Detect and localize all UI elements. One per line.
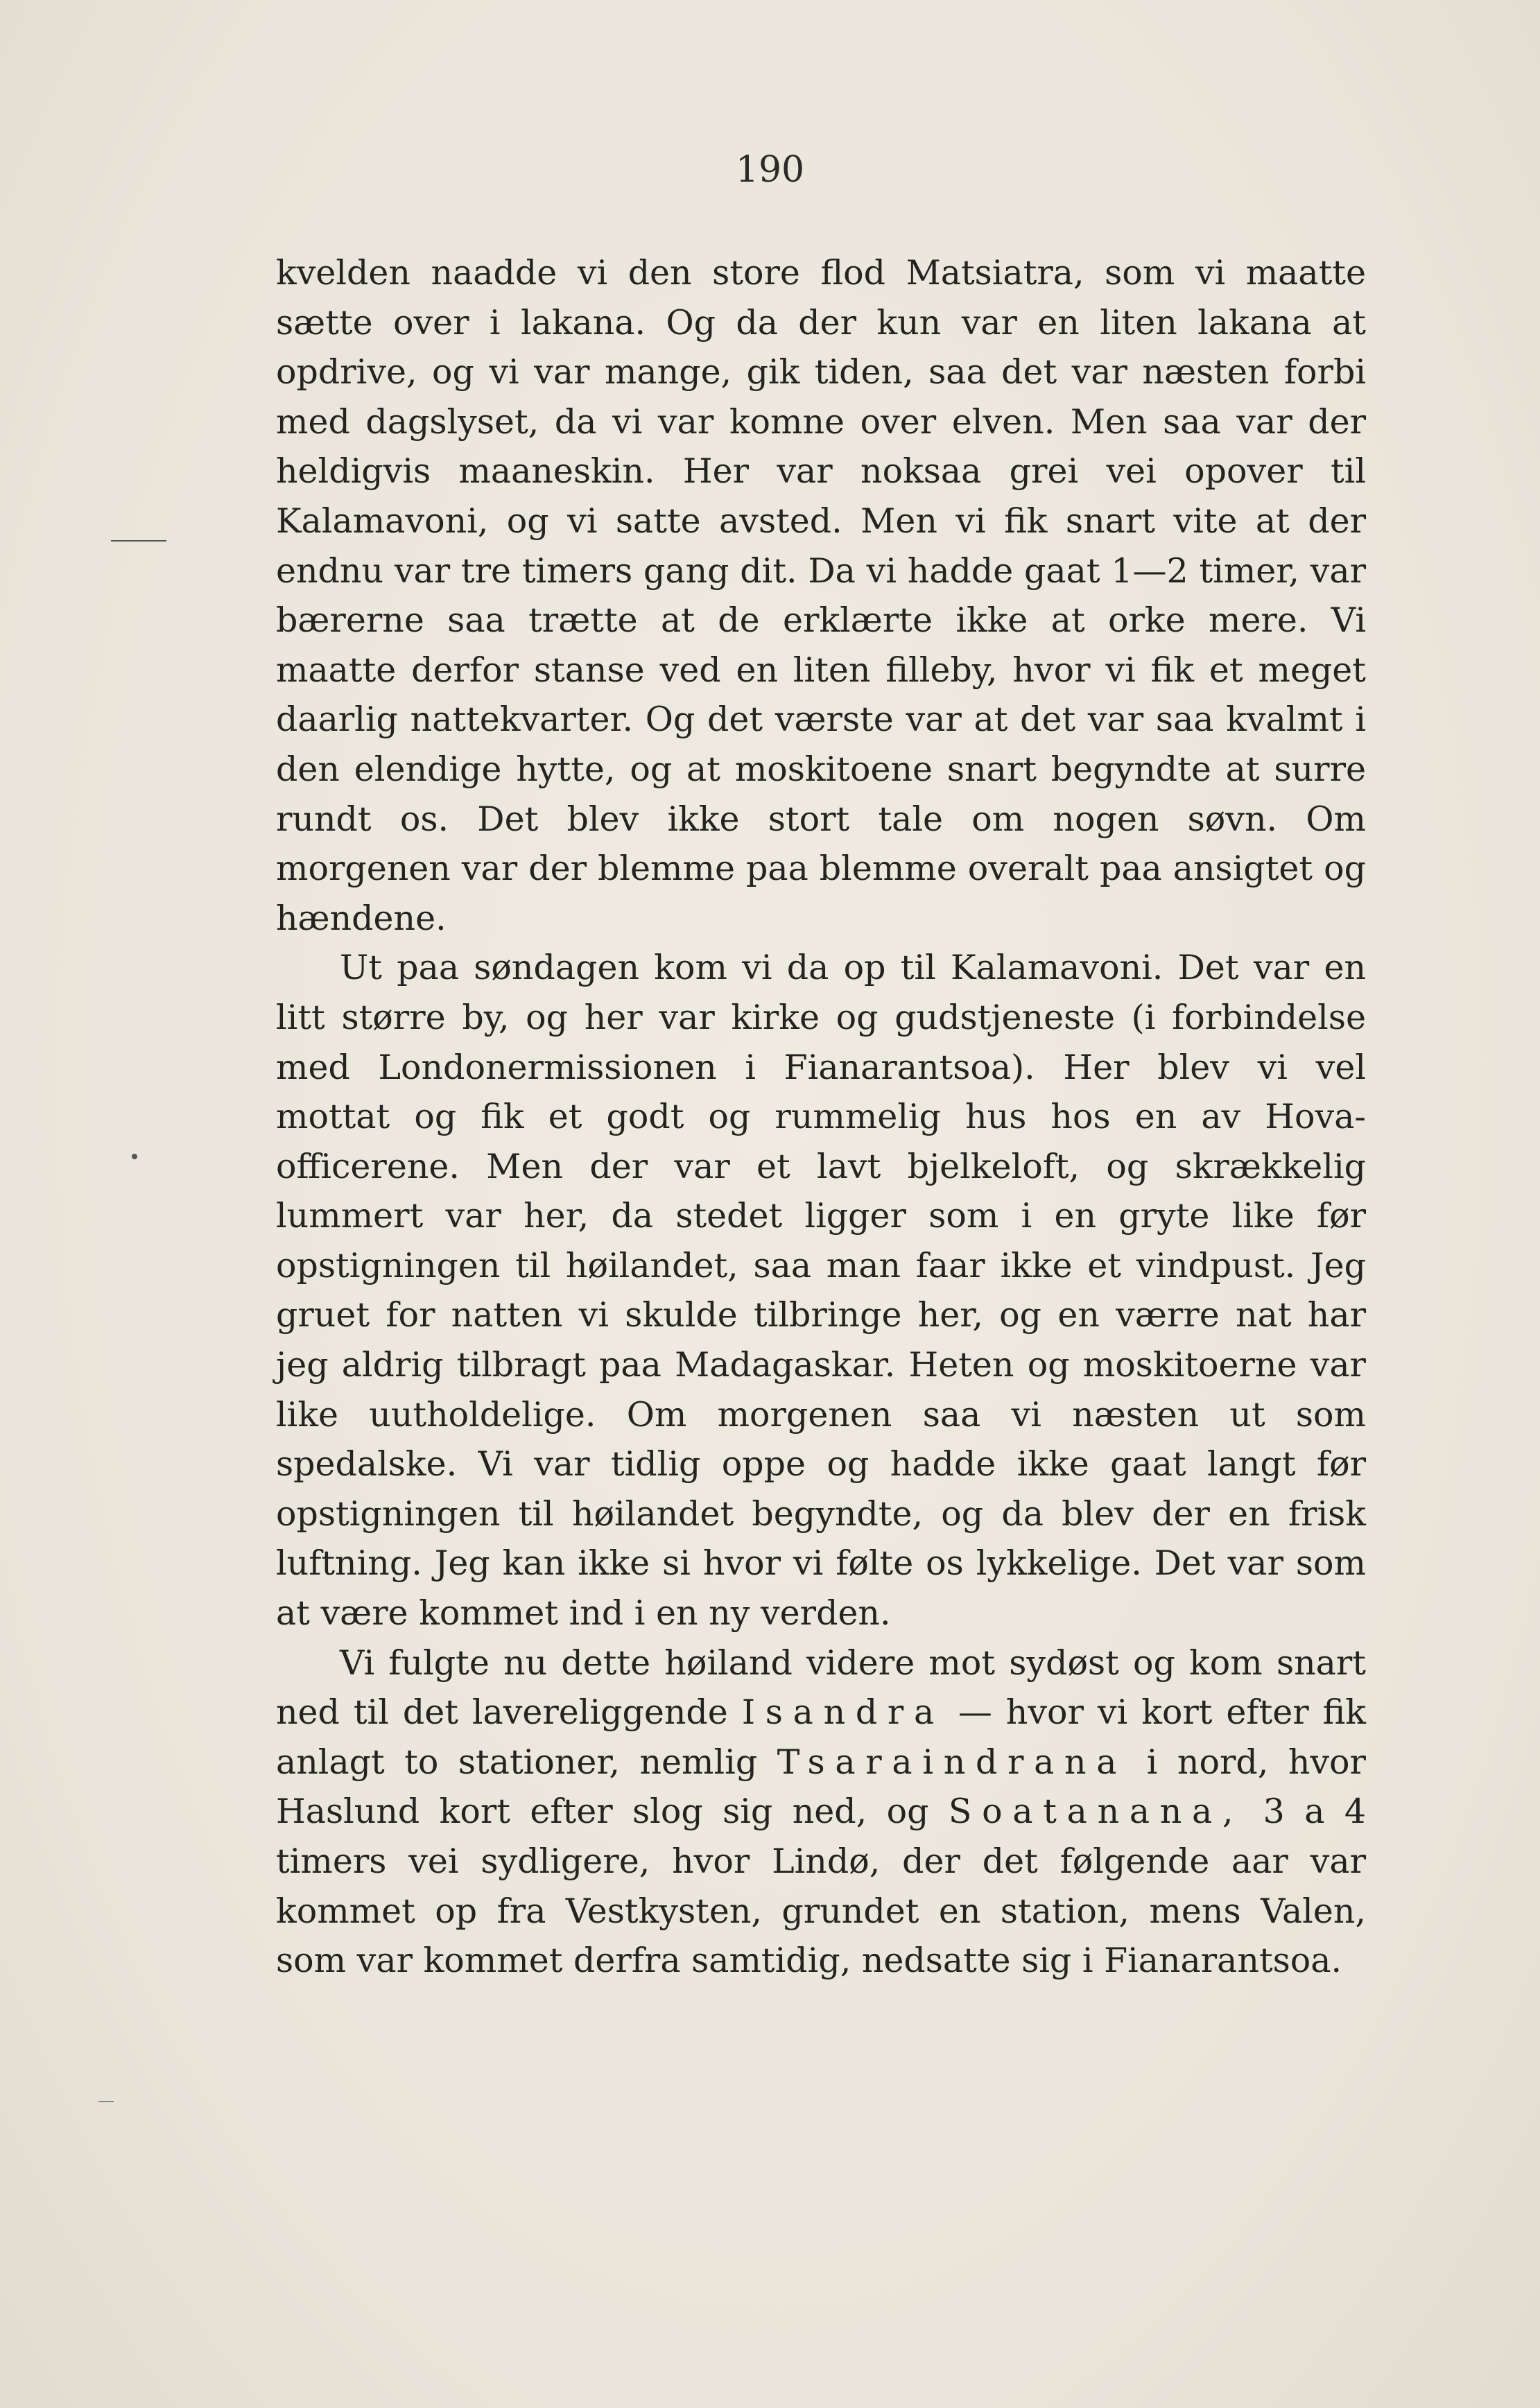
paragraph-3-part-1: Vi fulgte nu dette høiland videre mot sydøst og kom snart ned til det lavereliggende bbox=[276, 1643, 1366, 1733]
paragraph-3-part-4: 3 a 4 timers vei sydligere, hvor Lindø, der det følgende aar var kommet op fra Vestkysten, grundet en station, mens Valen, som var kommet derfra samtidig, nedsatte sig i Fianarantsoa. bbox=[276, 1792, 1367, 1981]
body-text bbox=[276, 248, 1366, 1986]
paragraph-3-part-2: — hvor vi kort efter fik anlagt to stationer, nemlig bbox=[276, 1692, 1366, 1782]
paragraph-2: Ut paa søndagen kom vi da op til Kalamavoni. Det var en litt større by, og her var kirke og gudstjeneste (i forbindelse med Londonermissionen i Fianarantsoa). Her blev vi vel mottat og fik et godt og rummelig hus hos en av Hova-officerene. Men der var et lavt bjelkeloft, og skrækkelig lummert var her, da stedet ligger som i en gryte like før opstigningen til høilandet, saa man faar ikke et vindpust. Jeg gruet for natten vi skulde tilbringe her, og en værre nat har jeg aldrig tilbragt paa Madagaskar. Heten og moskitoerne var like uutholdelige. Om morgenen saa vi næsten ut som spedalske. Vi var tidlig oppe og hadde ikke gaat langt før opstigningen til høilandet begyndte, og da blev der en frisk luftning. Jeg kan ikke si hvor vi følte os lykkelige. Det var som at være kommet ind i en ny verden. bbox=[276, 948, 1366, 1634]
paragraph-1: kvelden naadde vi den store flod Matsiatra, som vi maatte sætte over i lakana. Og da der kun var en liten lakana at opdrive, og vi var mange, gik tiden, saa det var næsten forbi med dagslyset, da vi var komne over elven. Men saa var der heldigvis maaneskin. Her var noksaa grei vei opover til Kalamavoni, og vi satte avsted. Men vi fik snart vite at der endnu var tre timers gang dit. Da vi hadde gaat 1—2 timer, var bærerne saa trætte at de erklærte ikke at orke mere. Vi maatte derfor stanse ved en liten filleby, hvor vi fik et meget daarlig nattekvarter. Og det værste var at det var saa kvalmt i den elendige hytte, og at moskitoene snart begyndte at surre rundt os. Det blev ikke stort tale om nogen søvn. Om morgenen var der blemme paa blemme overalt paa ansigtet og hændene. bbox=[276, 253, 1366, 938]
place-name-soatanana: Soatanana, bbox=[948, 1792, 1244, 1832]
page-number: 190 bbox=[735, 149, 805, 191]
margin-mark bbox=[111, 540, 166, 542]
paragraph-3 bbox=[276, 1638, 1366, 1986]
margin-mark-bottom bbox=[98, 2101, 114, 2102]
place-name-tsaraindrana: Tsaraindrana bbox=[777, 1742, 1127, 1782]
paragraph-3-part-3: i nord, hvor Haslund kort efter slog sig ned, og bbox=[276, 1742, 1366, 1832]
place-name-isandra: Isandra bbox=[741, 1692, 944, 1733]
margin-dot bbox=[132, 1154, 137, 1159]
